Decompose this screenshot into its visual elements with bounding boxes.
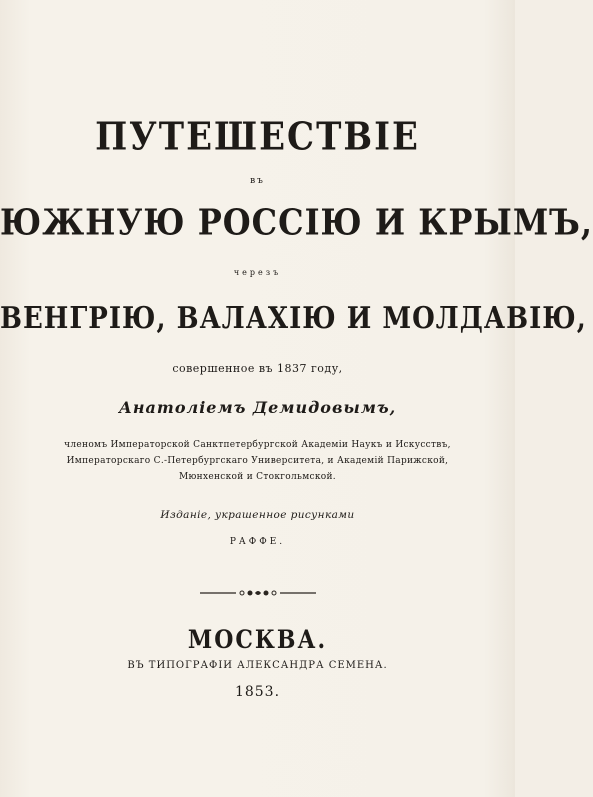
author-name: Анатоліемъ Демидовымъ, [118,398,397,417]
ornament-divider [198,588,318,598]
illustrator-name: РАФФЕ. [229,537,286,547]
preposition-via: черезъ [233,268,282,277]
credentials-line: Мюнхенской и Стокгольмской. [179,472,336,482]
edition-line: Изданіе, украшенное рисунками [160,509,355,521]
preposition-v: въ [250,176,265,186]
date-line: совершенное въ 1837 году, [172,362,343,375]
publication-year: 1853. [234,684,281,700]
publication-city: МОСКВА. [187,625,328,655]
printer-line: ВЪ ТИПОГРАФІИ АЛЕКСАНДРА СЕМЕНА. [127,660,388,671]
credentials-line: Императорскаго С.-Петербургскаго Университета, и Академій Парижской, [66,456,449,466]
destination-line: ЮЖНУЮ РОССІЮ И КРЫМЪ, [0,200,593,244]
route-line: ВЕНГРІЮ, ВАЛАХІЮ И МОЛДАВІЮ, [0,301,587,337]
book-title: ПУТЕШЕСТВІЕ [95,114,420,160]
credentials-line: членомъ Императорской Санктпетербургской Академіи Наукъ и Искусствъ, [64,440,451,450]
